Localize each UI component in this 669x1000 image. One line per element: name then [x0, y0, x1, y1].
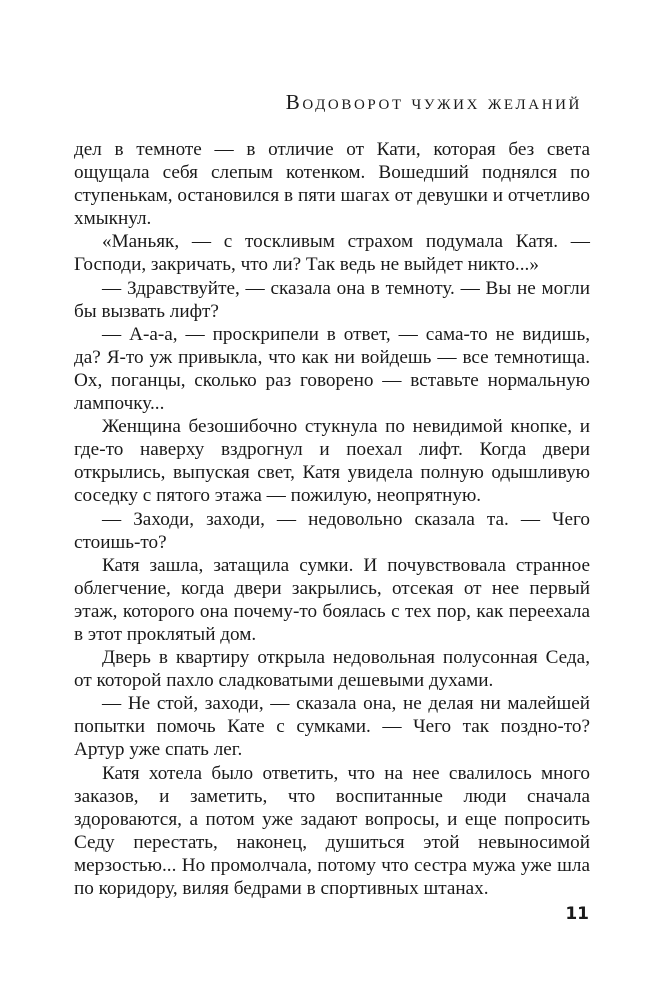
paragraph: — А-а-а, — проскрипели в ответ, — сама-то не видишь, да? Я-то уж привыкла, что как ни войдешь — все темнотища. Ох, поганцы, сколько раз говорено — вставьте нормальную лампочку... — [74, 323, 590, 415]
paragraph: — Не стой, заходи, — сказала она, не делая ни малейшей попытки помочь Кате с сумками. — Чего так поздно-то? Артур уже спать лег. — [74, 693, 590, 761]
paragraph: — Заходи, заходи, — недовольно сказала та. — Чего стоишь-то? — [74, 508, 590, 553]
paragraph: Женщина безошибочно стукнула по невидимой кнопке, и где-то наверху вздрогнул и поехал лифт. Когда двери открылись, выпуская свет, Катя увидела полную одышливую соседку с пятого этажа — пожилую, неопрятную. — [74, 416, 590, 507]
paragraph: Дверь в квартиру открыла недовольная полусонная Седа, от которой пахло сладковатыми дешевыми духами. — [74, 647, 590, 692]
running-header: Водоворот чужих желаний — [285, 90, 582, 114]
paragraph: — Здравствуйте, — сказала она в темноту. — Вы не могли бы вызвать лифт? — [74, 277, 590, 322]
paragraph: Катя хотела было ответить, что на нее свалилось много заказов, и заметить, что воспитанные люди сначала здороваются, а потом уже задают вопросы, и еще попросить Седу перестать, наконец, душиться этой невыносимой мерзостью... Но промолчала, потому что сестра мужа уже шла по коридору, виляя бедрами в спортивных штанах. — [74, 762, 590, 899]
page-number: 11 — [565, 904, 589, 924]
paragraph: «Маньяк, — с тоскливым страхом подумала Катя. — Господи, закричать, что ли? Так ведь не выйдет никто...» — [74, 231, 590, 276]
body-text — [74, 138, 590, 900]
paragraph: Катя зашла, затащила сумки. И почувствовала странное облегчение, когда двери закрылись, отсекая от нее первый этаж, которого она почему-то боялась с тех пор, как переехала в этот проклятый дом. — [74, 554, 590, 645]
paragraph: дел в темноте — в отличие от Кати, которая без света ощущала себя слепым котенком. Вошедший поднялся по ступенькам, остановился в пяти шагах от девушки и отчетливо хмыкнул. — [74, 139, 590, 230]
